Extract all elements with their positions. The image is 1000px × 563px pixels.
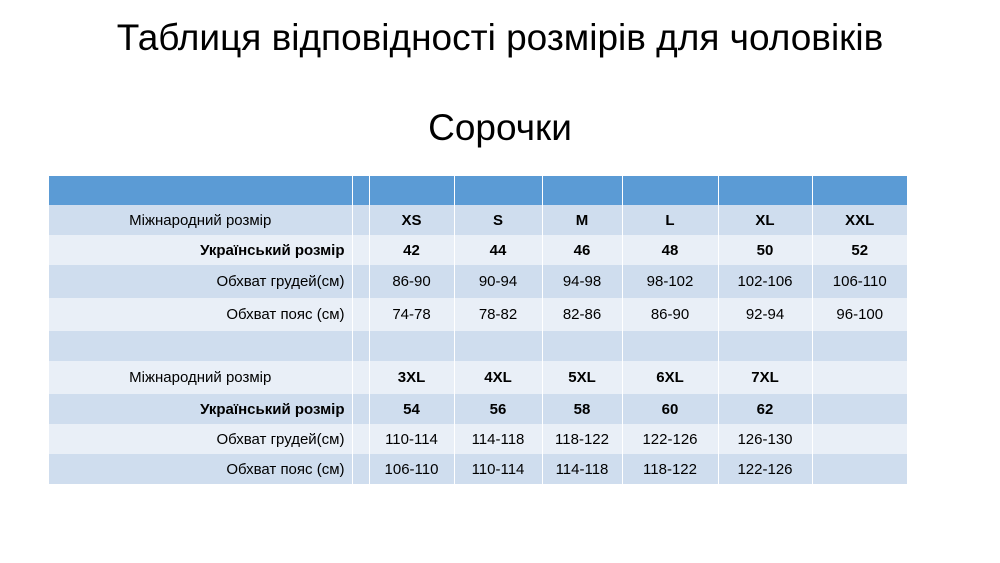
table-row (49, 424, 907, 454)
row-label: Обхват грудей(см) (49, 265, 352, 298)
table-cell: 110-114 (454, 454, 542, 484)
table-cell: 74-78 (369, 298, 454, 331)
table-cell: 122-126 (622, 424, 718, 454)
row-label: Український розмір (49, 235, 352, 265)
row-label: Обхват пояс (см) (49, 454, 352, 484)
row-label: Міжнародний розмір (49, 361, 352, 394)
table-row (49, 454, 907, 484)
table-cell: XL (718, 205, 812, 235)
row-label: Міжнародний розмір (49, 205, 352, 235)
table-header-row (49, 176, 907, 205)
table-cell: 48 (622, 235, 718, 265)
table-cell: 114-118 (542, 454, 622, 484)
table-cell: 102-106 (718, 265, 812, 298)
table-cell (812, 361, 907, 394)
table-cell: 3XL (369, 361, 454, 394)
size-table (49, 176, 907, 484)
table-cell: 96-100 (812, 298, 907, 331)
table-cell: 110-114 (369, 424, 454, 454)
table-cell: 54 (369, 394, 454, 424)
row-label: Обхват грудей(см) (49, 424, 352, 454)
table-cell: M (542, 205, 622, 235)
table-cell (812, 394, 907, 424)
table-cell: 122-126 (718, 454, 812, 484)
table-row (49, 205, 907, 235)
table-row (49, 394, 907, 424)
table-cell: 5XL (542, 361, 622, 394)
page-subtitle: Сорочки (428, 107, 572, 148)
table-cell: 114-118 (454, 424, 542, 454)
table-cell: 52 (812, 235, 907, 265)
table-row (49, 361, 907, 394)
table-cell: 94-98 (542, 265, 622, 298)
page-title: Таблиця відповідності розмірів для чоловіків (116, 17, 884, 58)
table-cell: 78-82 (454, 298, 542, 331)
table-cell: 118-122 (542, 424, 622, 454)
table-cell: 44 (454, 235, 542, 265)
table-cell: 106-110 (812, 265, 907, 298)
table-cell: 50 (718, 235, 812, 265)
table-cell: XXL (812, 205, 907, 235)
table-cell: 4XL (454, 361, 542, 394)
table-cell: 60 (622, 394, 718, 424)
table-cell: 46 (542, 235, 622, 265)
row-label: Український розмір (49, 394, 352, 424)
table-cell: 42 (369, 235, 454, 265)
table-cell: 86-90 (369, 265, 454, 298)
table-spacer-row (49, 331, 907, 361)
table-cell: 7XL (718, 361, 812, 394)
table-cell: 56 (454, 394, 542, 424)
table-cell: 98-102 (622, 265, 718, 298)
table-cell: 58 (542, 394, 622, 424)
table-cell: 82-86 (542, 298, 622, 331)
table-cell: 6XL (622, 361, 718, 394)
table-cell: 118-122 (622, 454, 718, 484)
table-cell: XS (369, 205, 454, 235)
table-cell: 106-110 (369, 454, 454, 484)
table-cell: S (454, 205, 542, 235)
table-row (49, 265, 907, 298)
table-cell (812, 454, 907, 484)
table-cell: 86-90 (622, 298, 718, 331)
table-cell: 92-94 (718, 298, 812, 331)
table-row (49, 235, 907, 265)
table-cell: 62 (718, 394, 812, 424)
row-label: Обхват пояс (см) (49, 298, 352, 331)
table-cell (812, 424, 907, 454)
table-cell: 90-94 (454, 265, 542, 298)
table-cell: L (622, 205, 718, 235)
table-cell: 126-130 (718, 424, 812, 454)
table-row (49, 298, 907, 331)
